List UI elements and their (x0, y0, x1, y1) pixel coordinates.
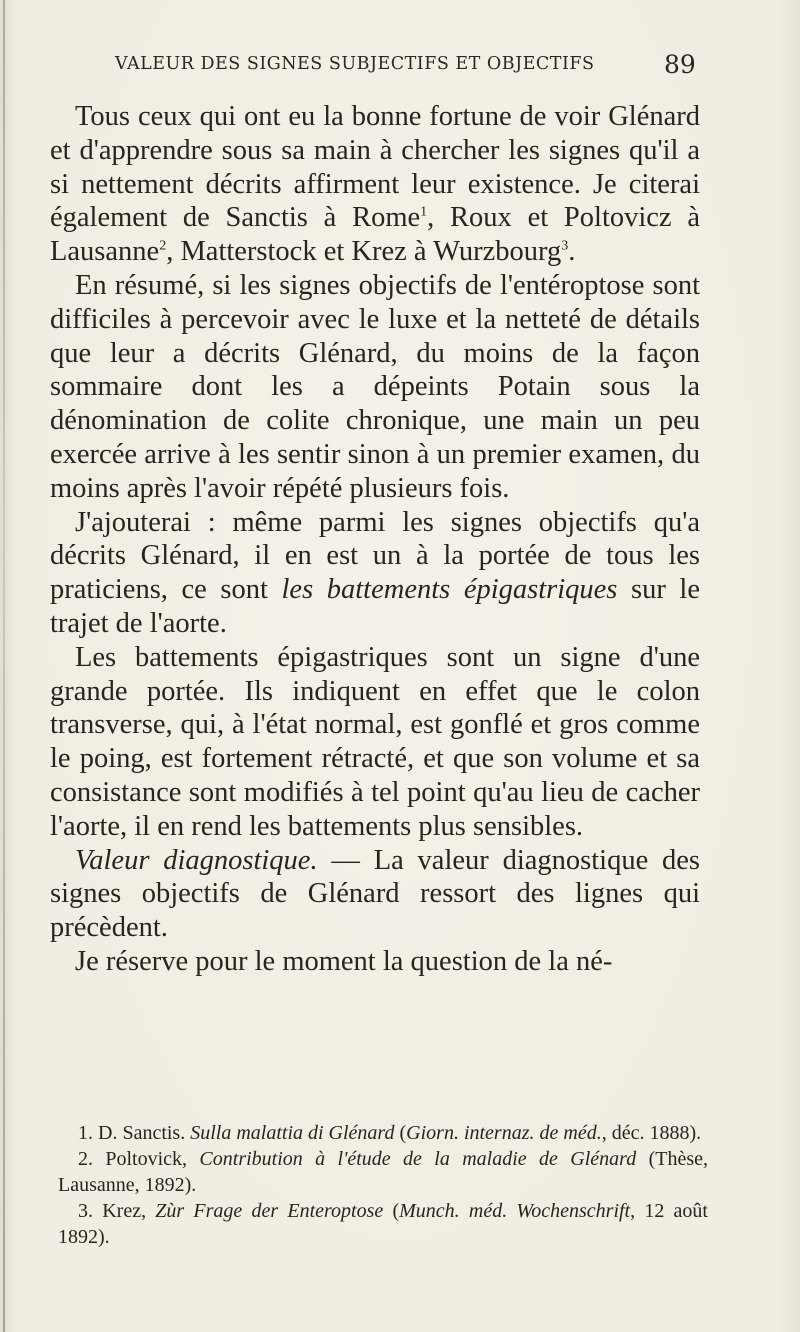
page-edge-shadow (3, 0, 5, 1332)
main-text (50, 100, 700, 979)
footnote-3: 3. Krez, Zùr Frage der Enteroptose (Munch. méd. Wochenschrift, 12 août 1892). (58, 1200, 708, 1248)
paragraph-6: Je réserve pour le moment la question de la né- (75, 945, 613, 977)
running-title: VALEUR DES SIGNES SUBJECTIFS ET OBJECTIFS (115, 54, 595, 74)
paragraph-5: Valeur diagnostique. — La valeur diagnostique des signes objectifs de Glénard ressort des lignes qui précèdent. (50, 844, 701, 944)
footnote-2: 2. Poltovick, Contribution à l'étude de la maladie de Glénard (Thèse, Lausanne, 1892). (58, 1148, 708, 1196)
footnote-ref-2: 2 (159, 238, 167, 254)
footnote-ref-3: 3 (561, 238, 569, 254)
paragraph-2: En résumé, si les signes objectifs de l'entéroptose sont difficiles à percevoir avec le luxe et la netteté de détails que leur a décrits Glénard, du moins de la façon sommaire dont les a dépeints Potain sous la dénomination de colite chronique, une main un peu exercée arrive à les sentir sinon à un premier examen, du moins après l'avoir répété plusieurs fois. (50, 269, 700, 504)
page-number: 89 (664, 50, 696, 79)
footnote-ref-1: 1 (420, 204, 428, 220)
footnotes (58, 1120, 708, 1250)
footnote-1: 1. D. Sanctis. Sulla malattia di Glénard (Giorn. internaz. de méd., déc. 1888). (78, 1122, 702, 1144)
paragraph-3: J'ajouterai : même parmi les signes objectifs qu'a décrits Glénard, il en est un à la portée de tous les praticiens, ce sont les battements épigastriques sur le trajet de l'aorte. (50, 506, 700, 639)
paragraph-1: Tous ceux qui ont eu la bonne fortune de voir Glénard et d'apprendre sous sa main à chercher les signes qu'il a si nettement décrits affirment leur existence. Je citerai également de Sanctis à Rome$^1$, Roux et Poltovicz à Lausanne$^2$, Matterstock et Krez à Wurzbourg$^3$. (50, 101, 700, 268)
italic-phrase: les battements épigastriques (281, 574, 618, 606)
section-heading-italic: Valeur diagnostique. (75, 844, 318, 876)
paragraph-4: Les battements épigastriques sont un signe d'une grande portée. Ils indiquent en effet que le colon transverse, qui, à l'état normal, est gonflé et gros comme le poing, est fortement rétracté, et que son volume et sa consistance sont modifiés à tel point qu'au lieu de cacher l'aorte, il en rend les battements plus sensibles. (50, 641, 700, 842)
